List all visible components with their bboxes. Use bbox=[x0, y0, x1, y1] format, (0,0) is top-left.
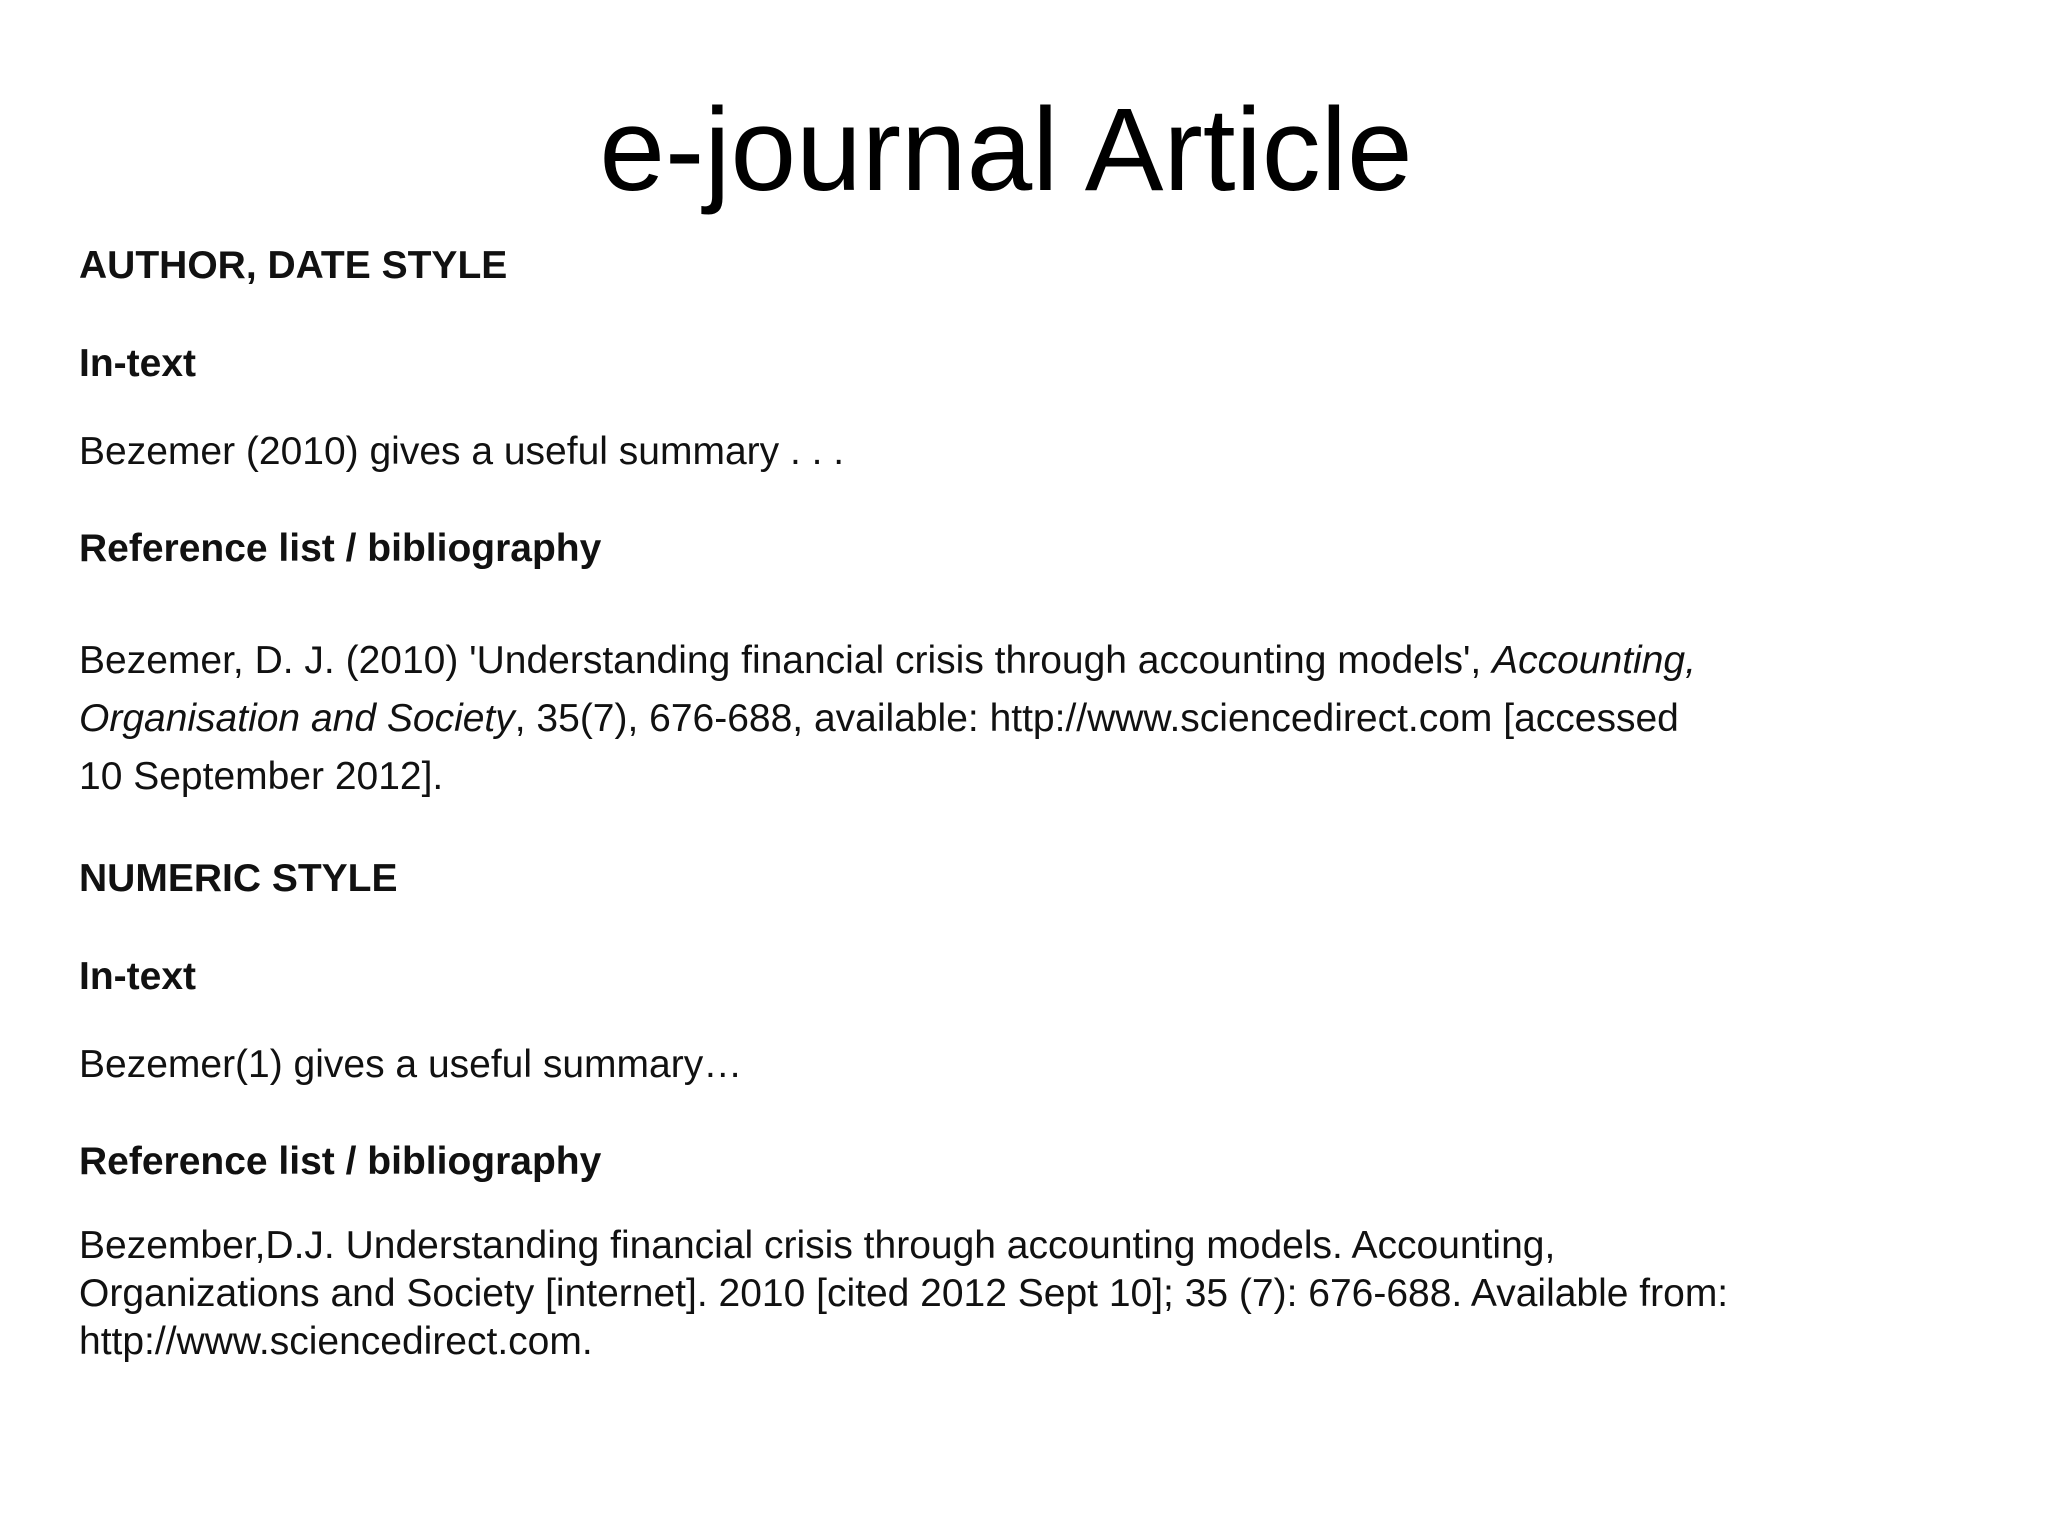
numeric-reflist-heading: Reference list / bibliography bbox=[79, 1140, 602, 1183]
author-date-style-heading: AUTHOR, DATE STYLE bbox=[79, 244, 508, 287]
journal-title-italic: Accounting, bbox=[1492, 639, 1696, 682]
reference-text: 10 September 2012]. bbox=[79, 755, 444, 798]
numeric-intext-example: Bezemer(1) gives a useful summary… bbox=[79, 1043, 743, 1086]
page-title: e-journal Article bbox=[599, 84, 1413, 216]
author-date-intext-example: Bezemer (2010) gives a useful summary . . . bbox=[79, 430, 845, 473]
numeric-style-heading: NUMERIC STYLE bbox=[79, 857, 398, 900]
reference-line-1: Bezember,D.J. Understanding financial crisis through accounting models. Accounting, bbox=[79, 1224, 1556, 1267]
numeric-reference bbox=[79, 1222, 1919, 1366]
journal-title-italic: Organisation and Society bbox=[79, 697, 515, 740]
reference-line-2: Organizations and Society [internet]. 2010 [cited 2012 Sept 10]; 35 (7): 676-688. Available from: bbox=[79, 1272, 1729, 1315]
reference-line-3: http://www.sciencedirect.com. bbox=[79, 1320, 593, 1363]
reference-line-1 bbox=[79, 632, 1879, 690]
reference-line-3 bbox=[79, 748, 1879, 806]
reference-text: , 35(7), 676-688, available: http://www.sciencedirect.com [accessed bbox=[514, 697, 1679, 740]
reference-line-2 bbox=[79, 690, 1879, 748]
author-date-intext-heading: In-text bbox=[79, 342, 196, 385]
author-date-reflist-heading: Reference list / bibliography bbox=[79, 527, 602, 570]
reference-text: Bezemer, D. J. (2010) 'Understanding financial crisis through accounting models', bbox=[79, 639, 1493, 682]
numeric-intext-heading: In-text bbox=[79, 955, 196, 998]
author-date-reference bbox=[79, 632, 1879, 806]
